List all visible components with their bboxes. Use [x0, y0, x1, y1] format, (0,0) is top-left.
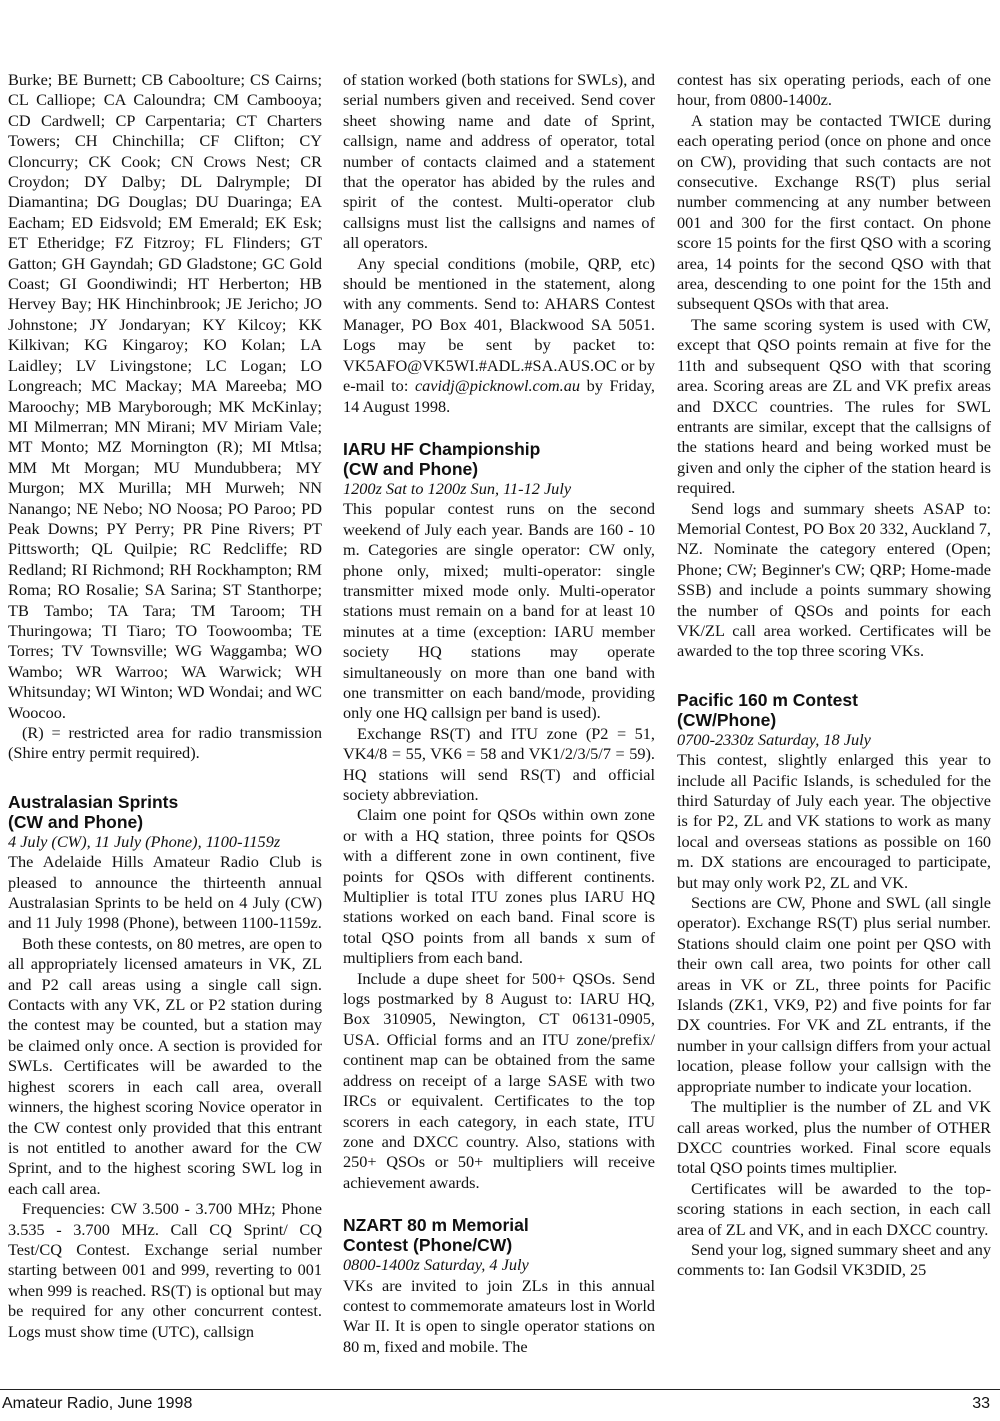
column-2 — [343, 70, 655, 1357]
nzart-paragraph: A station may be contacted TWICE during each operating period (once on phone and once on CW), providing that such contacts are not consecutive. Exchange RS(T) plus serial number commencing at any number between 001 and 300 for the first contact. On phone score 15 points for the first QSO with a scoring area, 14 points for the second QSO with that area, descending to one point for the 15th and subsequent QSOs with that area. — [677, 110, 991, 314]
nzart-paragraph: contest has six operating periods, each of one hour, from 0800-1400z. — [677, 70, 991, 110]
iaru-paragraph: Include a dupe sheet for 500+ QSOs. Send logs postmarked by 8 August to: IARU HQ, Box 310905, Newington, CT 06131-0905, USA. Official forms and an ITU zone/prefix/ continent map can be obtained from the same address on receipt of a large SASE with two IRCs or equivalent. Certificates to the top scorers in each category, in each state, ITU zone and DXCC country. Also, stations with 250+ QSOs or 50+ multipliers will receive achievement awards. — [343, 968, 655, 1192]
pacific-paragraph: Send your log, signed summary sheet and any comments to: Ian Godsil VK3DID, 25 — [677, 1239, 991, 1280]
iaru-dates: 1200z Sat to 1200z Sun, 11-12 July — [343, 478, 572, 498]
footer-publication: Amateur Radio, June 1998 — [2, 1395, 193, 1412]
pacific-dates: 0700-2330z Saturday, 18 July — [677, 729, 871, 749]
pacific-paragraph: The multiplier is the number of ZL and VK call areas worked, plus the number of OTHER DXCC countries worked. Final score equals total QSO points times multiplier. — [677, 1097, 991, 1178]
nzart-paragraph: The same scoring system is used with CW, except that QSO points remain at five for the 11th and subsequent QSO with that scoring area. Scoring areas are ZL and VK prefix areas and DXCC countries. The rules for SWL entrants are similar, except that the callsigns of the stations heard and being worked must be given and only the cipher of the station heard is required. — [677, 314, 991, 498]
restricted-note: (R) = restricted area for radio transmission (Shire entry permit required). — [8, 723, 322, 763]
sprints-paragraph: Both these contests, on 80 metres, are open to all appropriately licensed amateurs in VK, ZL and P2 call areas using a single call sign. Contacts with any VK, ZL or P2 station during the contest may be counted, but a station may be claimed only once. A section is provided for SWLs. Certificates will be awarded to the highest scorers in each call area, overall winners, the highest scoring Novice operator in the CW contest only provided that this entrant is not entitled to another award for the CW Sprint, and to the highest scoring SWL log in each call area. — [8, 933, 322, 1198]
sprints-paragraph: Frequencies: CW 3.500 - 3.700 MHz; Phone 3.535 - 3.700 MHz. Call CQ Sprint/ CQ Test/CQ Contest. Exchange serial number starting between 001 and 999, reverting to 001 when 999 is reached. RS(T) is optional but may be required for any other concurrent contest. Logs must show time (UTC), callsign — [8, 1199, 322, 1341]
iaru-heading: IARU HF Championship (CW and Phone) — [343, 438, 541, 479]
nzart-paragraph: VKs are invited to join ZLs in this annual contest to commemorate amateurs lost in World War II. It is open to single operator stations on 80 m, fixed and mobile. The — [343, 1275, 655, 1356]
column-1 — [8, 70, 322, 1342]
nzart-dates: 0800-1400z Saturday, 4 July — [343, 1255, 529, 1275]
sprints-paragraph: Any special conditions (mobile, QRP, etc) should be mentioned in the statement, along with any comments. Send to: AHARS Contest Manager, PO Box 401, Blackwood SA 5051. Logs may be sent by packet to: VK5AFO@VK5WI.#ADL.#SA.AUS.OC or by e-mail to: cavidj@picknowl.com.au by Friday, 14 August 1998. — [343, 253, 655, 416]
pacific-heading: Pacific 160 m Contest (CW/Phone) — [677, 689, 858, 730]
shire-list: Burke; BE Burnett; CB Caboolture; CS Cairns; CL Calliope; CA Caloundra; CM Cambooya; CD Cardwell; CP Carpentaria; CT Charters Towers; CH Chinchilla; CF Clifton; CY Cloncurry; CK Cook; CN Crows Nest; CR Croydon; DY Dalby; DL Dalrymple; DI Diamantina; DG Douglas; DU Duaringa; EA Eacham; ED Eidsvold; EM Emerald; EK Esk; ET Etheridge; FZ Fitzroy; FL Flinders; GT Gatton; GH Gayndah; GD Gladstone; GC Gold Coast; GI Goondiwindi; HT Herberton; HB Hervey Bay; HK Hinchinbrook; JE Jericho; JO Johnstone; JY Jondaryan; KY Kilcoy; KK Kilkivan; KG Kingaroy; KO Kolan; LA Laidley; LV Livingstone; LC Logan; LO Longreach; MC Mackay; MA Mareeba; MO Maroochy; MB Maryborough; MK McKinlay; MI Milmerran; MN Mirani; MV Miriam Vale; MT Monto; MZ Mornington (R); MI Mtlsa; MM Mt Morgan; MU Mundubbera; MY Murgon; MX Murilla; MH Murweh; NN Nanango; NE Nebo; NO Noosa; PO Paroo; PD Peak Downs; PY Perry; PR Pine Rivers; PT Pittsworth; QL Quilpie; RC Redcliffe; RD Redland; RI Richmond; RH Rockhampton; RM Roma; RO Rosalie; SA Sarina; ST Stanthorpe; TB Tambo; TA Tara; TM Taroom; TH Thuringowa; TI Tiaro; TO Toowoomba; TE Torres; TV Townsville; WG Waggamba; WO Wambo; WR Warroo; WA Warwick; WH Whitsunday; WI Winton; WD Wondai; and WC Woocoo. — [8, 70, 322, 722]
iaru-paragraph: Exchange RS(T) and ITU zone (P2 = 51, VK4/8 = 55, VK6 = 58 and VK1/2/3/5/7 = 59). HQ stations will send RS(T) and official society abbreviation. — [343, 723, 655, 804]
sprints-heading: Australasian Sprints (CW and Phone) — [8, 791, 179, 832]
sprints-email: cavidj@picknowl.com.au — [414, 376, 581, 396]
iaru-paragraph: Claim one point for QSOs within own zone or with a HQ station, three points for QSOs with a different zone in own continent, five points for QSOs with different continents. Multiplier is total ITU zones plus IARU HQ stations worked on each band. Final score is total QSO points from all bands x sum of multipliers from each band. — [343, 805, 655, 968]
sprints-paragraph: of station worked (both stations for SWLs), and serial numbers given and received. Send cover sheet showing name and date of Sprint, callsign, name and address of operator, total number of contacts claimed and a statement that the operator has abided by the rules and spirit of the contest. Multi-operator club callsigns must list the callsigns and names of all operators. — [343, 70, 655, 253]
pacific-paragraph: Certificates will be awarded to the top-scoring stations in each section, in each call area of ZL and VK, and in each DXCC country. — [677, 1178, 991, 1239]
iaru-paragraph: This popular contest runs on the second weekend of July each year. Bands are 160 - 10 m. Categories are single operator: CW only, phone only, mixed; multi-operator: single transmitter mixed mode only. Multi-operator stations must remain on a band for at least 10 minutes at a time (exception: IARU member society HQ stations may operate simultaneously on more than one band with one transmitter on each band/mode, providing only one HQ callsign per band is used). — [343, 499, 655, 723]
nzart-paragraph: Send logs and summary sheets ASAP to: Memorial Contest, PO Box 20 332, Auckland 7, NZ. Nominate the category entered (Open; Phone; CW; Beginner's CW; QRP; Home-made SSB) and include a points summary showing the number of QSOs and points for each VK/ZL call area worked. Certificates will be awarded to the top three scoring VKs. — [677, 498, 991, 661]
pacific-paragraph: Sections are CW, Phone and SWL (all single operator). Exchange RS(T) plus serial number. Stations should claim one point per QSO with their own call area, two points for other call areas in VK or ZL, three points for Pacific Islands (ZK1, VK9, P2) and five points for far DX countries. For VK and ZL entrants, if the number in your callsign differs from your actual location, please follow your callsign with the appropriate number to indicate your location. — [677, 893, 991, 1096]
nzart-heading: NZART 80 m Memorial Contest (Phone/CW) — [343, 1215, 529, 1256]
footer-page-number: 33 — [972, 1395, 990, 1412]
column-3 — [677, 70, 991, 1281]
footer-divider — [0, 1389, 1000, 1390]
pacific-paragraph: This contest, slightly enlarged this year to include all Pacific Islands, is scheduled for the third Saturday of July each year. The objective is for P2, ZL and VK stations to work as many local and overseas stations as possible on 160 m. DX stations are encouraged to participate, but may only work P2, ZL and VK. — [677, 750, 991, 892]
sprints-dates: 4 July (CW), 11 July (Phone), 1100-1159z — [8, 831, 281, 851]
sprints-paragraph: The Adelaide Hills Amateur Radio Club is pleased to announce the thirteenth annual Australasian Sprints to be held on 4 July (CW) and 11 July 1998 (Phone), between 1100-1159z. — [8, 852, 322, 933]
